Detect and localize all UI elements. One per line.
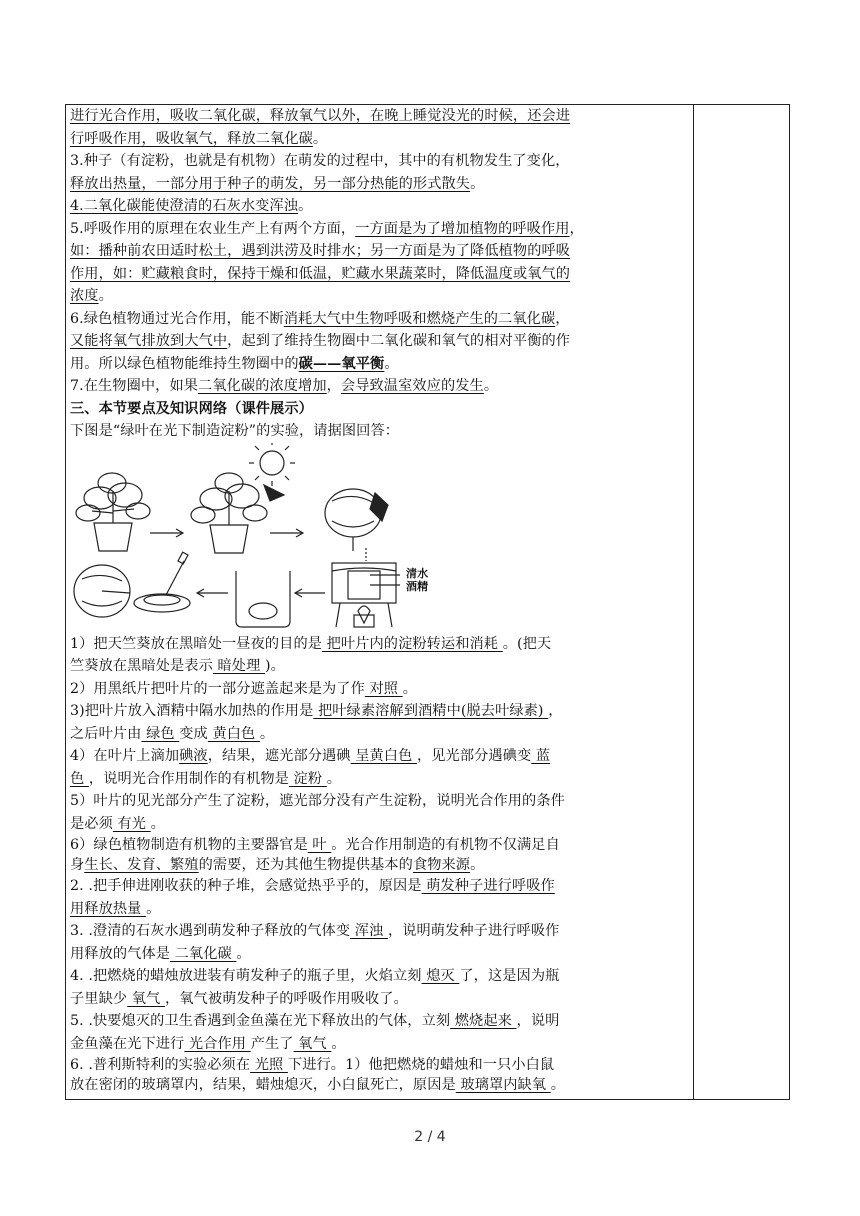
review-answer-4a: 熄灭: [421, 968, 460, 984]
water-bath-icon: [332, 563, 400, 627]
answer-4c: 淀粉: [288, 770, 327, 787]
p3-text-a: 3.种子（有淀粉，也就是有机物）在萌发的过程中，其中的有机物发生了变化，: [70, 153, 570, 169]
answer-3c: 黄白色: [207, 725, 260, 742]
p5-comma: ，: [569, 220, 584, 237]
sun-icon: [249, 443, 295, 486]
p6-end: 。: [384, 355, 399, 372]
question-5: 5）叶片的见光部分产生了淀粉，遮光部分没有产生淀粉，说明光合作用的条件 是必须 有光 。: [70, 793, 565, 832]
review-6: 6. .普利斯特利的实验必须在 光照 下进行。1）他把燃烧的蜡烛和一只小白鼠 放在密闭的玻璃罩内，结果，蜡烛熄灭，小白鼠死亡，原因是 玻璃罩内缺氧 。: [70, 1057, 566, 1093]
p6-underline-b: 又能将氧气排放到大气中: [70, 333, 228, 349]
leaf-covered-icon: [325, 489, 388, 551]
answer-4b: 蓝: [531, 748, 551, 764]
answer-4a: 呈黄白色: [350, 748, 417, 764]
review-2: 2. .把手伸进刚收获的种子堆，会感觉热乎乎的，原因是 萌发种子进行呼吸作 用释放热量 。: [70, 878, 555, 917]
question-1: 1）把天竺葵放在黑暗处一昼夜的目的是 把叶片内的淀粉转运和消耗 。(把天 竺葵放在黑暗处是表示 暗处理 )。: [70, 635, 552, 674]
column-divider: [693, 105, 694, 1099]
p4-text: 4.二氧化碳能使澄清的石灰水变浑浊: [70, 198, 299, 214]
p6-text-c: 用。所以绿色植物能维持生物圈中的: [70, 355, 299, 372]
p5-text-a: 5.呼吸作用的原理在农业生产上有两个方面，: [70, 220, 356, 237]
question-4: 4）在叶片上滴加碘液，结果，遮光部分遇碘 呈黄白色 ，见光部分遇碘变 蓝 色 ，说明光合作用制作的有机物是 淀粉 。: [70, 748, 551, 787]
review-answer-5b: 光合作用: [184, 1035, 251, 1052]
label-water: 清水: [406, 566, 429, 580]
answer-5: 有光: [112, 815, 151, 832]
intro-text-1: 进行光合作用，吸收二氧化碳，释放氧气以外，在晚上睡觉没光的时候，还会进: [70, 108, 571, 124]
intro-end: 。: [312, 130, 328, 147]
intro-text-2: 行呼吸作用，吸收氧气，释放二氧化碳: [70, 130, 313, 147]
p3-text-b: 释放出热量，一部分用于种子的萌发，另一部分热能的形式散失: [70, 175, 471, 192]
experiment-illustration: [70, 443, 690, 633]
review-answer-6a: 光照: [250, 1057, 288, 1073]
section-3-title: 三、本节要点及知识网络（课件展示）: [70, 400, 313, 417]
page-number: 2 / 4: [414, 1129, 446, 1145]
intro-line-2: [70, 128, 690, 151]
p6-underline-a: 消耗大气中生物呼吸和燃烧产生的二氧化碳: [283, 310, 556, 327]
p4-end: 。: [298, 198, 313, 214]
leaf-result-icon: [74, 565, 130, 617]
point-5: [70, 218, 690, 308]
plant-dark-icon: [76, 473, 150, 551]
question-2: 2）用黑纸片把叶片的一部分遮盖起来是为了作 对照 。: [70, 680, 417, 697]
answer-1a: 把叶片内的淀粉转运和消耗: [322, 635, 503, 652]
petri-dish-icon: [134, 552, 190, 612]
p3-end: 。: [470, 175, 485, 192]
p6-carbon-oxygen-balance: 碳——氧平衡: [298, 355, 385, 372]
point-6: [70, 308, 690, 376]
answer-1b: 暗处理: [212, 658, 265, 674]
review-answer-4b: 氧气: [127, 990, 165, 1007]
plant-light-icon: [191, 473, 284, 553]
review-answer-6b: 玻璃罩内缺氧: [455, 1077, 551, 1093]
content-table: [65, 104, 790, 1100]
iodine-term: 碘液: [179, 748, 208, 764]
review-3: 3. .澄清的石灰水遇到萌发种子释放的气体变 浑浊 ，说明萌发种子进行呼吸作 用释放的气体是 二氧化碳 。: [70, 923, 560, 962]
point-4: [70, 195, 690, 218]
question-6: 6）绿色植物制造有机物的主要器官是 叶 。光合作用制造的有机物不仅满足自 身生长、发育、繁殖的需要，还为其他生物提供基本的食物来源。: [70, 837, 560, 873]
p5-text-b: 如：播种前农田适时松土，遇到洪涝及时排水；另一方面是为了降低植物的呼吸: [70, 243, 571, 259]
p6-text-a: 6.绿色植物通过光合作用，能不断: [70, 310, 284, 327]
answer-6a: 叶: [307, 837, 332, 853]
p7-underline-2: 会导致温室效应的发生: [340, 378, 484, 394]
review-4: 4. .把燃烧的蜡烛放进装有萌发种子的瓶子里，火焰立刻 熄灭 了，这是因为瓶 子里缺少 氧气 ，氧气被萌发种子的呼吸作用吸收了。: [70, 968, 560, 1007]
answer-6c: 食物来源: [412, 857, 471, 873]
answer-4b-cont: 色: [70, 770, 89, 787]
point-3: [70, 150, 690, 195]
point-7: [70, 375, 690, 398]
answer-2: 对照: [364, 680, 403, 697]
review-5: 5. .快要熄灭的卫生香遇到金鱼藻在光下释放出的气体，立刻 燃烧起来 ，说明 金鱼藻在光下进行 光合作用 产生了 氧气 。: [70, 1013, 560, 1052]
answer-3b: 绿色: [141, 725, 180, 742]
main-cell: [70, 105, 690, 1095]
review-answer-3b: 二氧化碳: [170, 945, 237, 962]
p6-text-b: ，起到了维持生物圈中二氧化碳和氧气的相对平衡的作: [227, 333, 571, 349]
p7-end: 。: [483, 378, 499, 394]
review-answer-3a: 浑浊: [350, 923, 388, 939]
p5-text-c: 作用，如：贮藏粮食时，保持干燥和低温，贮藏水果蔬菜时，降低温度或氧气的: [70, 265, 571, 282]
section-3-lead: 下图是“绿叶在光下制造淀粉”的实验，请据图回答：: [70, 423, 400, 439]
answer-3a: 把叶绿素溶解到酒精中(脱去叶绿素): [313, 703, 549, 719]
review-answer-5c: 氧气: [293, 1035, 332, 1052]
beaker-icon: [236, 571, 290, 627]
experiment-figure: [70, 443, 690, 633]
p7-text-a: 7.在生物圈中，如果: [70, 378, 199, 394]
question-3: 3)把叶片放入酒精中隔水加热的作用是 把叶绿素溶解到酒精中(脱去叶绿素) ， 之后叶片由 绿色 变成 黄白色 。: [70, 703, 563, 742]
p6-comma: ，: [555, 310, 570, 327]
p5-end: 。: [98, 288, 113, 304]
label-alcohol: 酒精: [406, 579, 429, 593]
p7-comma: ，: [326, 378, 341, 394]
review-answer-5a: 燃烧起来: [450, 1013, 517, 1029]
p7-underline-1: 二氧化碳的浓度增加: [198, 378, 327, 394]
review-answer-2: 萌发种子进行呼吸作: [421, 878, 555, 894]
p5-text-d: 浓度: [70, 288, 99, 304]
p5-underline-a: 一方面是为了增加植物的呼吸作用: [355, 220, 570, 237]
intro-line-1: [70, 105, 690, 128]
review-answer-2-cont: 用释放热量: [70, 900, 147, 917]
answer-6b: 生长、发育、繁殖: [84, 857, 199, 873]
